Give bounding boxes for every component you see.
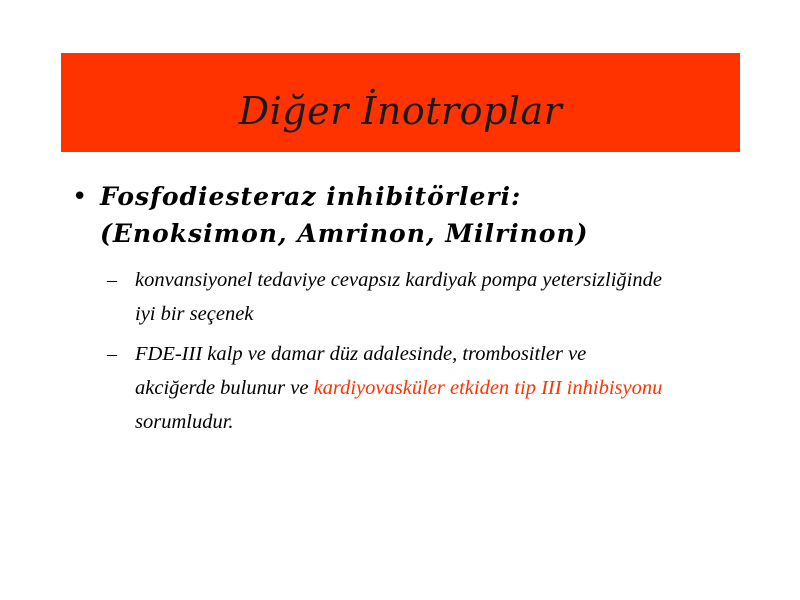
sub-item-text: konvansiyonel tedaviye cevapsız kardiyak pompa yetersizliğinde iyi bir seçenek — [135, 269, 662, 325]
title-bar — [61, 53, 740, 152]
sub-item-1 — [107, 263, 667, 331]
highlighted-text: kardiyovasküler etkiden tip III inhibisyonu — [313, 377, 663, 399]
sub-item-text-before: FDE-III kalp ve damar düz adalesinde, trombositler ve akciğerde bulunur ve — [135, 343, 587, 399]
bullet-text: Fosfodiesteraz inhibitörleri: (Enoksimon, Amrinon, Milrinon) — [100, 182, 589, 248]
bullet-marker: • — [72, 182, 88, 212]
sub-item-marker: – — [107, 269, 117, 291]
slide-title: Diğer İnotroplar — [238, 88, 563, 133]
sub-item-text-after: sorumludur. — [135, 411, 234, 433]
bullet-item — [72, 178, 712, 252]
sub-item-marker: – — [107, 343, 117, 365]
sub-item-text — [135, 337, 667, 439]
sub-item-2 — [107, 337, 667, 439]
